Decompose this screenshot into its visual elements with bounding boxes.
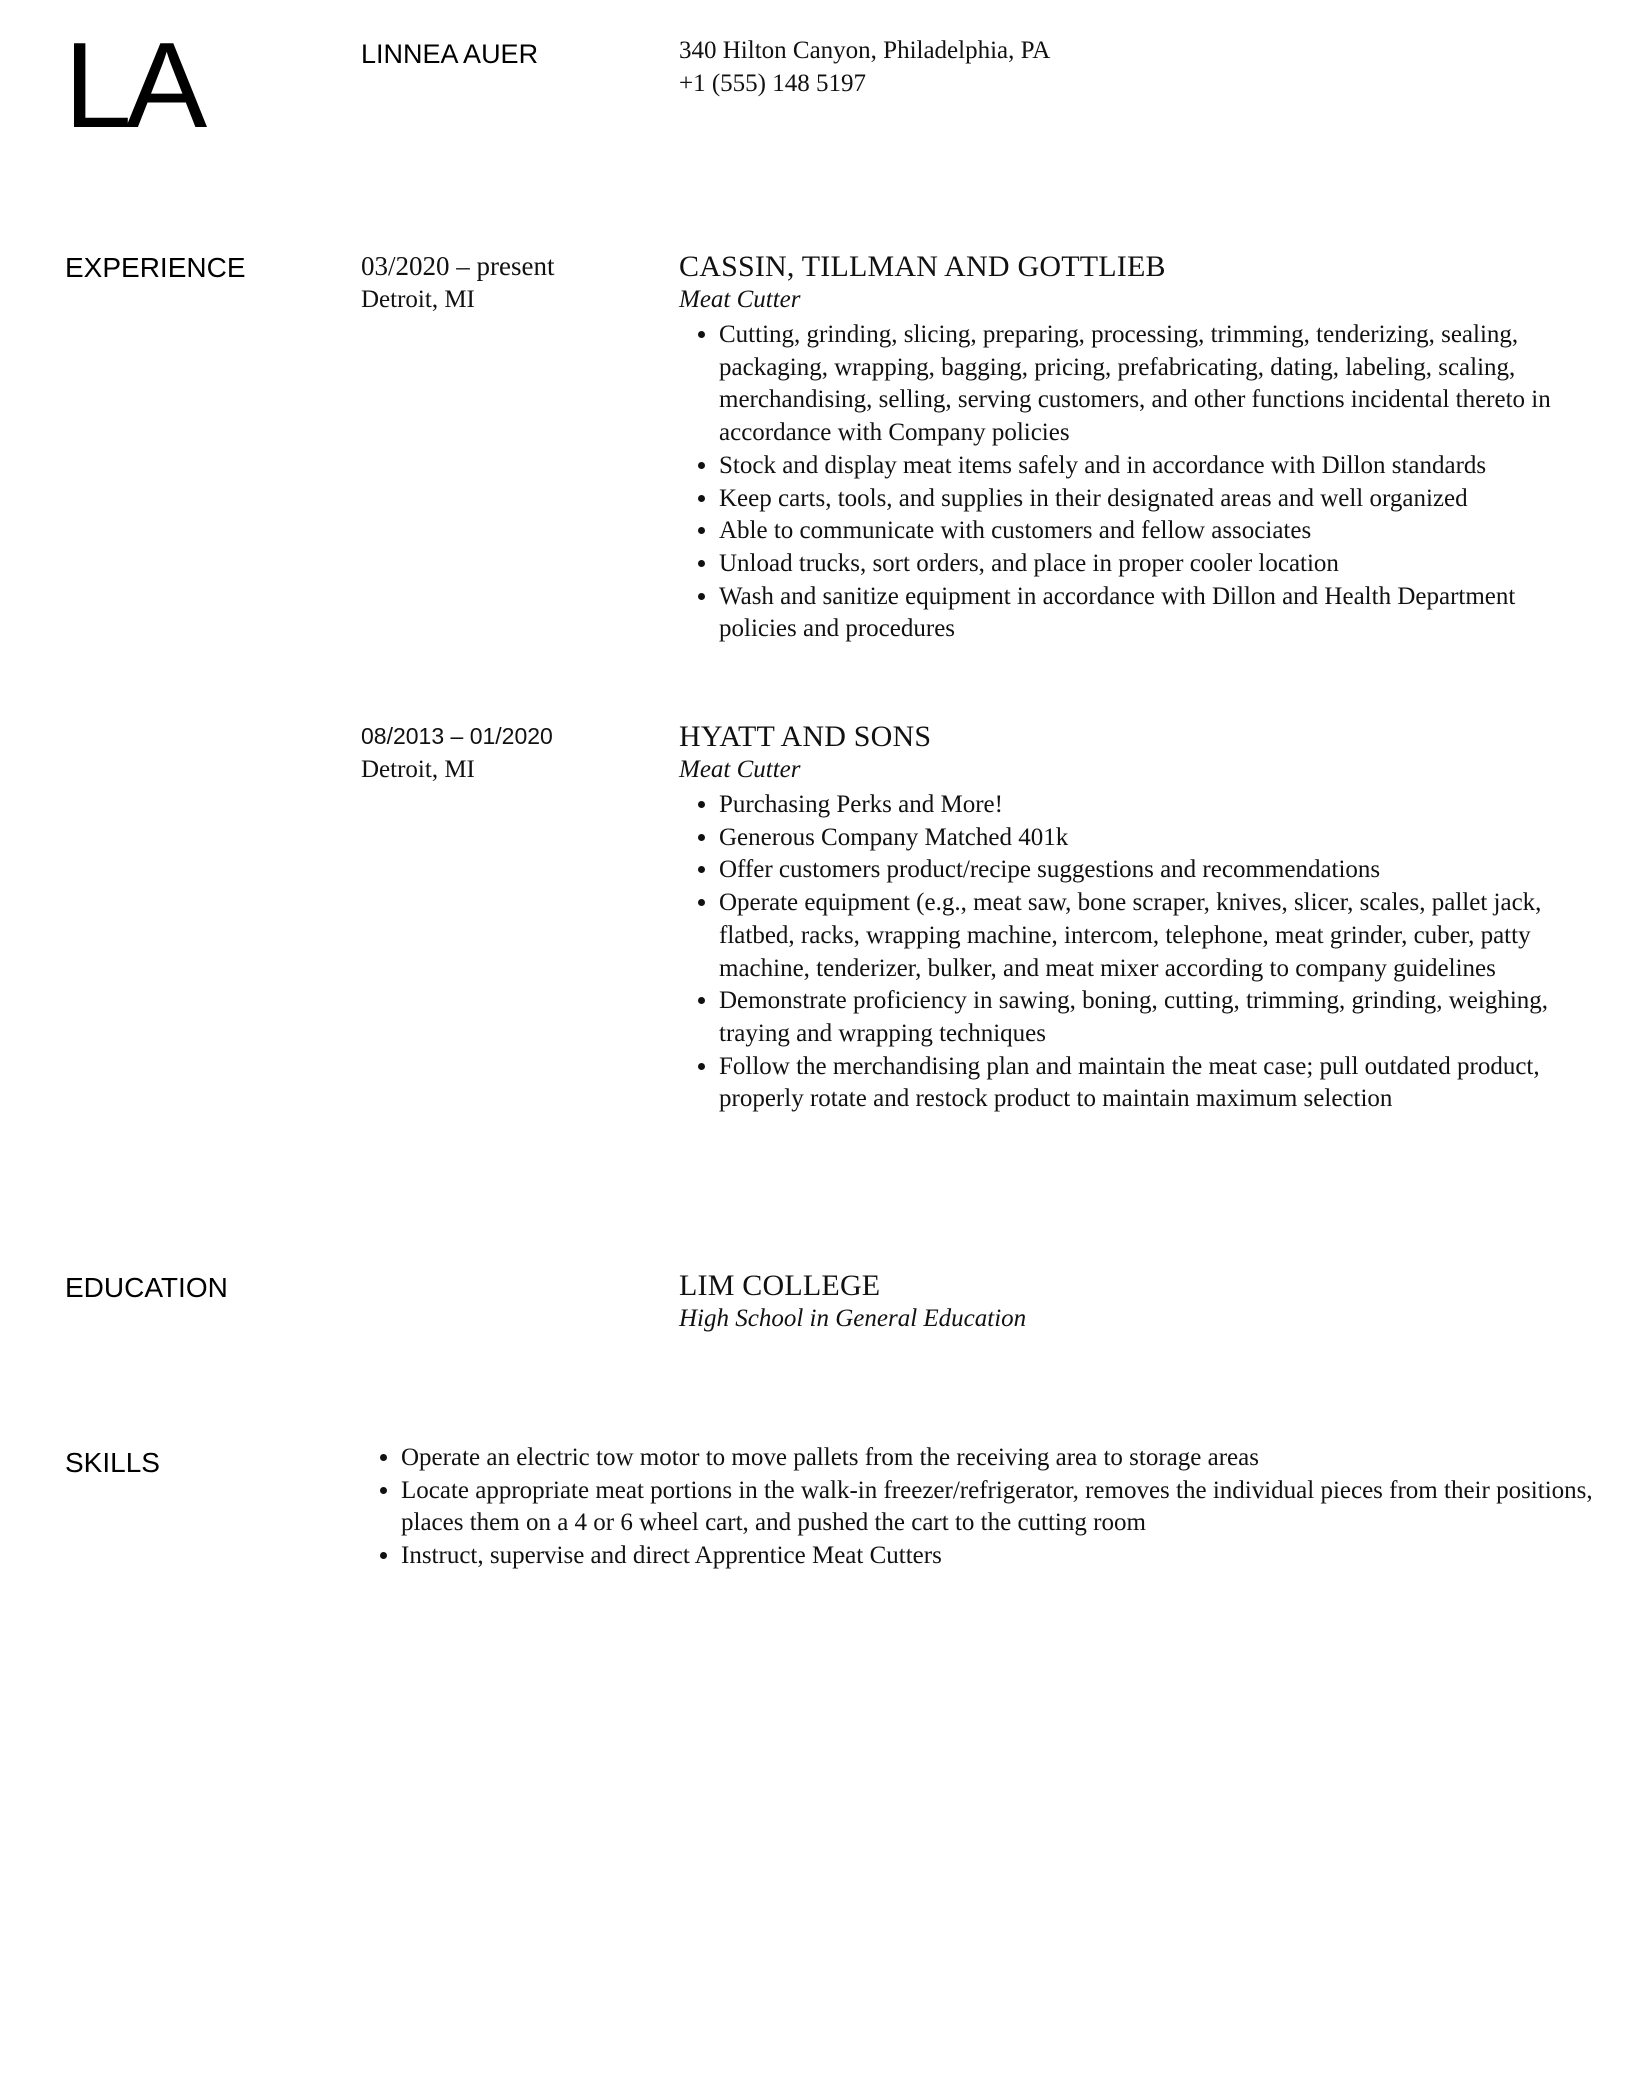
- school-name: LIM COLLEGE: [679, 1269, 881, 1302]
- job-bullets: [679, 789, 1579, 1116]
- job-bullets: [679, 319, 1579, 646]
- job-dates: 03/2020 – present: [361, 251, 555, 281]
- skill-item: • Operate an electric tow motor to move pallets from the receiving area to storage areas: [401, 1442, 1632, 1475]
- job-bullet: • Stock and display meat items safely and in accordance with Dillon standards: [719, 450, 1579, 483]
- job-meta: [361, 720, 553, 786]
- skill-item: • Locate appropriate meat portions in the walk-in freezer/refrigerator, removes the individual pieces from their positions, places them on a 4 or 6 wheel cart, and pushed the cart to the cutting room: [401, 1475, 1632, 1540]
- job-bullet: • Demonstrate proficiency in sawing, boning, cutting, trimming, grinding, weighing, traying and wrapping techniques: [719, 985, 1579, 1050]
- job-location: Detroit, MI: [361, 286, 475, 313]
- phone: +1 (555) 148 5197: [679, 70, 866, 97]
- job-bullet: • Operate equipment (e.g., meat saw, bone scraper, knives, slicer, scales, pallet jack, flatbed, racks, wrapping machine, intercom, telephone, meat grinder, cuber, patty machine, tenderizer, bulker, and meat mixer according to company guidelines: [719, 887, 1579, 985]
- job-meta: [361, 250, 554, 316]
- address: 340 Hilton Canyon, Philadelphia, PA: [679, 37, 1051, 64]
- company-name: CASSIN, TILLMAN AND GOTTLIEB: [679, 250, 1166, 283]
- job-role: Meat Cutter: [679, 286, 801, 313]
- monogram: LA: [64, 17, 202, 153]
- skills-section-title: SKILLS: [65, 1447, 160, 1478]
- job-bullet: • Generous Company Matched 401k: [719, 822, 1579, 855]
- degree: High School in General Education: [679, 1305, 1027, 1332]
- education-entry: [679, 1269, 1579, 1334]
- education-section-title: EDUCATION: [65, 1272, 228, 1303]
- job-bullet: • Purchasing Perks and More!: [719, 789, 1579, 822]
- job-bullet: • Follow the merchandising plan and maintain the meat case; pull outdated product, properly rotate and restock product to maintain maximum selection: [719, 1051, 1579, 1116]
- job-bullet: • Keep carts, tools, and supplies in their designated areas and well organized: [719, 483, 1579, 516]
- experience-section-title: EXPERIENCE: [65, 252, 246, 283]
- skills-list: [361, 1442, 1632, 1573]
- company-name: HYATT AND SONS: [679, 720, 932, 753]
- candidate-name: LINNEA AUER: [361, 39, 539, 69]
- job-bullet: • Offer customers product/recipe suggestions and recommendations: [719, 854, 1579, 887]
- job-role: Meat Cutter: [679, 756, 801, 783]
- contact-info: [679, 34, 1050, 100]
- job-bullet: • Cutting, grinding, slicing, preparing, processing, trimming, tenderizing, sealing, packaging, wrapping, bagging, pricing, prefabricating, dating, labeling, scaling, merchandising, selling, serving customers, and other functions incidental thereto in accordance with Company policies: [719, 319, 1579, 450]
- job-body: [679, 720, 1579, 1116]
- job-bullet: • Wash and sanitize equipment in accordance with Dillon and Health Department policies and procedures: [719, 581, 1579, 646]
- job-bullet: • Able to communicate with customers and fellow associates: [719, 515, 1579, 548]
- job-location: Detroit, MI: [361, 756, 475, 783]
- skill-item: • Instruct, supervise and direct Apprentice Meat Cutters: [401, 1540, 1632, 1573]
- job-bullet: • Unload trucks, sort orders, and place in proper cooler location: [719, 548, 1579, 581]
- job-body: [679, 250, 1579, 646]
- job-dates: 08/2013 – 01/2020: [361, 723, 553, 749]
